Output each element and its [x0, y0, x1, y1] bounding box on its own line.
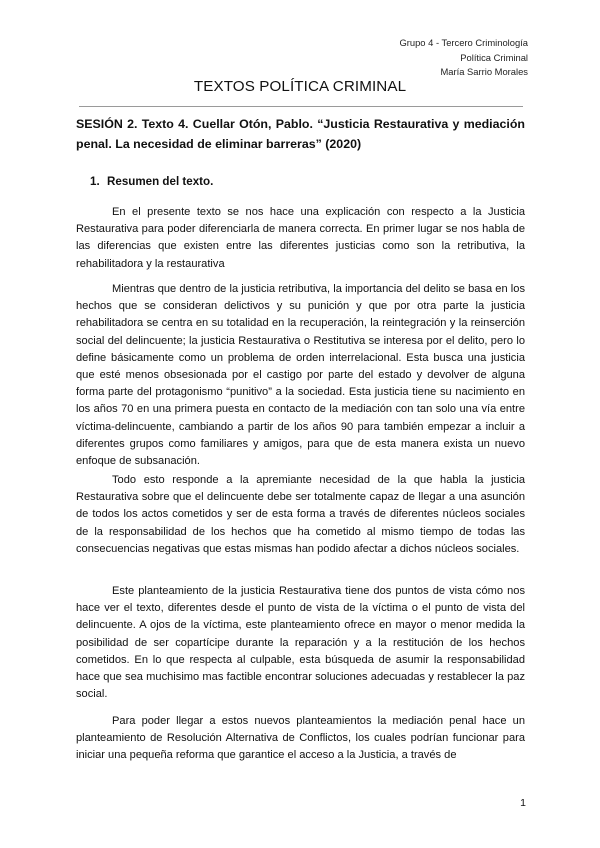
session-heading: SESIÓN 2. Texto 4. Cuellar Otón, Pablo. “Justicia Restaurativa y mediación penal. La necesidad de eliminar barreras” (2020) — [76, 117, 525, 151]
header-author-line: María Sarrio Morales — [440, 66, 528, 78]
body-paragraph: Este planteamiento de la justicia Restaurativa tiene dos puntos de vista cómo nos hace ver el texto, diferentes desde el punto de vista de la víctima o el punto de vista del delincuente. A ojos de la víctima, este planteamiento ofrece en mayor o menor medida la posibilidad de ser copartícipe durante la reparación y a la restitución de los hechos cometidos. En lo que respecta al culpable, esta búsqueda de asumir la responsabilidad hace que sea muchisimo mas factible encontrar soluciones adecuadas y restablecer la paz social. — [76, 585, 525, 701]
title-divider — [79, 106, 523, 107]
body-paragraph: En el presente texto se nos hace una explicación con respecto a la Justicia Restaurativa para poder diferenciarla de manera correcta. En primer lugar se nos habla de las diferencias que existen entre las diferentes justicias como son la retributiva, la rehabilitadora y la restaurativa — [76, 206, 525, 270]
section-heading — [90, 175, 213, 188]
section-number: 1. — [90, 175, 100, 188]
page-number: 1 — [520, 797, 526, 809]
section-label: Resumen del texto. — [107, 175, 214, 188]
document-title — [0, 78, 600, 95]
running-header — [399, 36, 528, 80]
header-group-line: Grupo 4 - Tercero Criminología — [399, 37, 528, 48]
body-paragraph: Para poder llegar a estos nuevos planteamientos la mediación penal hace un planteamiento de Resolución Alternativa de Conflictos, los cuales podrían funcionar para iniciar una pequeña reforma que garantice el acceso a la Justicia, a través de — [76, 715, 525, 762]
body-paragraph: Mientras que dentro de la justicia retributiva, la importancia del delito se basa en los hechos que se consideran delictivos y su punición y que por otra parte la justicia rehabilitadora se centra en su totalidad en la recuperación, la reintegración y la reinserción social del delincuente; la justicia Restaurativa o Restitutiva se interesa por el delito, pero lo define básicamente como un problema de orden interrelacional. Esta busca una justicia que esté menos obsesionada por el castigo por parte del estado y devolver de alguna forma parte del protagonismo “punitivo” a la sociedad. Esta justicia tiene su nacimiento en los años 70 en una primera puesta en contacto de la mediación con tan solo una vía entre víctima-delincuente, cambiando a partir de los años 90 para también empezar a incluir a diferentes grupos como familiares y amigos, para que de esta manera exista un nuevo enfoque de subsanación. — [76, 283, 525, 468]
header-course-line: Política Criminal — [460, 51, 528, 63]
body-paragraph: Todo esto responde a la apremiante necesidad de la que habla la justicia Restaurativa sobre que el delincuente debe ser totalmente capaz de llegar a una asunción de todos los actos cometidos y ser de esta forma a través de diferentes núcleos sociales de la responsabilidad de los hechos que ha cometido al mismo tiempo de todas las consecuencias negativas que estas mismas han podido afectar a dichos núcleos sociales. — [76, 474, 525, 555]
document-title-text: TEXTOS POLÍTICA CRIMINAL — [193, 78, 407, 95]
